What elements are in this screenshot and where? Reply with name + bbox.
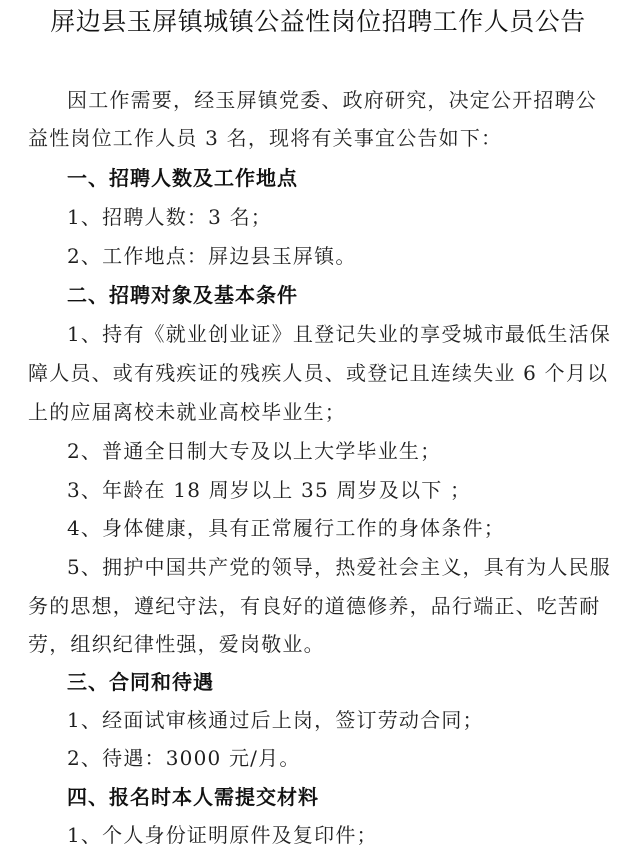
intro-line: 因工作需要，经玉屏镇党委、政府研究，决定公开招聘公 [67,88,597,112]
section-item-line: 1、个人身份证明原件及复印件； [67,823,378,847]
section-heading: 一、招聘人数及工作地点 [67,166,298,190]
section-item-line: 2、待遇：3000 元/月。 [67,746,301,770]
section-item-line: 务的思想，遵纪守法，有良好的道德修养，品行端正、吃苦耐 [28,594,601,618]
section-heading: 四、报名时本人需提交材料 [67,785,319,809]
intro-line: 益性岗位工作人员 3 名，现将有关事宜公告如下： [28,126,503,150]
section-item-line: 1、经面试审核通过后上岗，签订劳动合同； [67,708,484,732]
section-item-line: 1、持有《就业创业证》且登记失业的享受城市最低生活保 [67,322,611,346]
section-heading: 二、招聘对象及基本条件 [67,283,298,307]
section-item-line: 上的应届离校未就业高校毕业生； [28,400,346,424]
section-item-line: 2、工作地点：屏边县玉屏镇。 [67,244,357,268]
section-item-line: 劳，组织纪律性强，爱岗敬业。 [28,632,325,656]
section-item-line: 2、普通全日制大专及以上大学毕业生； [67,439,442,463]
section-heading: 三、合同和待遇 [67,670,214,694]
section-item-line: 3、年龄在 18 周岁以上 35 周岁及以下 ； [67,478,472,502]
section-item-line: 4、身体健康，具有正常履行工作的身体条件； [67,516,505,540]
document-title: 屏边县玉屏镇城镇公益性岗位招聘工作人员公告 [50,7,586,36]
section-item-line: 障人员、或有残疾证的残疾人员、或登记且连续失业 6 个月以 [28,361,609,385]
section-item-line: 5、拥护中国共产党的领导，热爱社会主义，具有为人民服 [67,555,611,579]
section-item-line: 1、招聘人数：3 名； [67,205,273,229]
